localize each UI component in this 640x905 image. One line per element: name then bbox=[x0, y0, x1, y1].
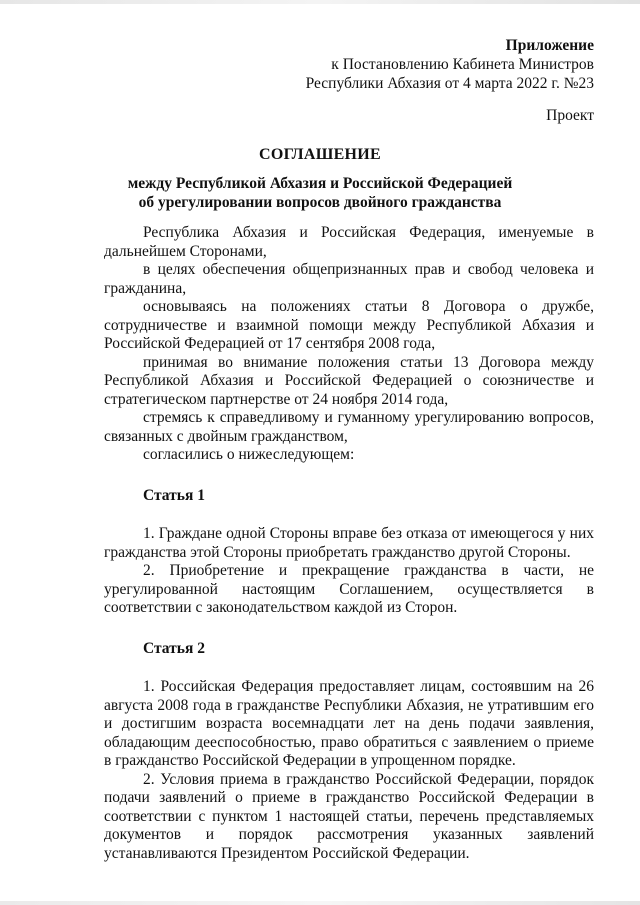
subtitle-line-2: об урегулировании вопросов двойного гражданства bbox=[138, 194, 502, 211]
article-2-heading: Статья 2 bbox=[143, 639, 205, 657]
article-1-paragraph: 1. Граждане одной Стороны вправе без отказа от имеющегося у них гражданства этой Стороны приобретать гражданство другой Стороны. bbox=[104, 525, 594, 561]
appendix-line-2: Республики Абхазия от 4 марта 2022 г. №23 bbox=[305, 75, 594, 92]
article-2-paragraph: 1. Российская Федерация предоставляет лицам, состоявшим на 26 августа 2008 года в гражданстве Республики Абхазия, не утратившим его и достигшим возраста восемнадцати лет на день подачи заявления, обладающим дееспособностью, право обратиться с заявлением о приеме в гражданство Российской Федерации в упрощенном порядке. bbox=[104, 678, 594, 769]
preamble-paragraph: согласились о нижеследующем: bbox=[143, 446, 355, 463]
article-2-paragraph: 2. Условия приема в гражданство Российской Федерации, порядок подачи заявлений о приеме в гражданство Российской Федерации в соответствии с пунктом 1 настоящей статьи, перечень представляемых документов и порядок рассмотрения указанных заявлений устанавливаются Президентом Российской Федерации. bbox=[104, 770, 594, 862]
preamble-paragraph: принимая во внимание положения статьи 13 Договора между Республикой Абхазия и Российской Федерацией о союзничестве и стратегическом партнерстве от 24 ноября 2014 года, bbox=[104, 353, 594, 408]
draft-label: Проект bbox=[546, 107, 594, 124]
appendix-line-1: к Постановлению Кабинета Министров bbox=[331, 56, 594, 73]
document-subtitle bbox=[0, 174, 640, 212]
article-1-heading: Статья 1 bbox=[143, 486, 205, 504]
article-1-paragraph: 2. Приобретение и прекращение гражданства в части, не урегулированной настоящим Соглашением, осуществляется в соответствии с законодательством каждой из Сторон. bbox=[104, 562, 594, 616]
subtitle-line-1: между Республикой Абхазия и Российской Федерацией bbox=[127, 175, 513, 192]
preamble-paragraph: Республика Абхазия и Российская Федерация, именуемые в дальнейшем Сторонами, bbox=[104, 224, 594, 260]
document-title: СОГЛАШЕНИЕ bbox=[258, 146, 382, 163]
appendix-header bbox=[306, 36, 594, 93]
scan-edge-top bbox=[0, 0, 640, 4]
document-body bbox=[104, 224, 594, 863]
preamble-paragraph: в целях обеспечения общепризнанных прав и свобод человека и гражданина, bbox=[104, 261, 594, 297]
preamble-paragraph: стремясь к справедливому и гуманному урегулированию вопросов, связанных с двойным гражданством, bbox=[104, 409, 594, 445]
appendix-heading: Приложение bbox=[505, 37, 594, 54]
preamble-paragraph: основываясь на положениях статьи 8 Договора о дружбе, сотрудничестве и взаимной помощи между Республикой Абхазия и Российской Федерацией от 17 сентября 2008 года, bbox=[104, 298, 594, 352]
scan-edge-bottom bbox=[0, 901, 640, 905]
